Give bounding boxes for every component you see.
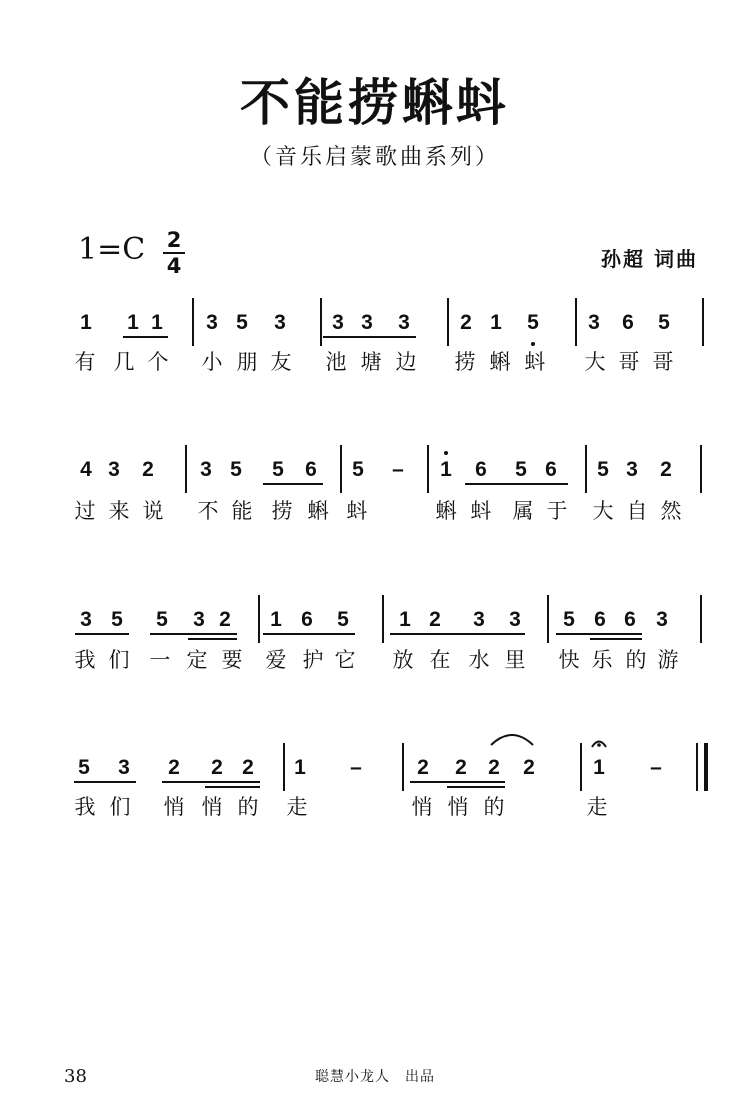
lyric-char: 蚪: [470, 499, 492, 523]
lyric-char: 护: [302, 648, 324, 672]
barline: [575, 298, 577, 346]
note: 1: [80, 311, 92, 334]
barline: [402, 743, 404, 791]
note: 2: [242, 756, 254, 779]
barline: [340, 445, 342, 493]
note: 5: [563, 608, 575, 631]
lyric-char: 小: [201, 350, 223, 374]
barline: [185, 445, 187, 493]
note: 3: [118, 756, 130, 779]
note: 6: [624, 608, 636, 631]
lyric-char: 蚪: [346, 499, 368, 523]
time-numerator: 2: [166, 228, 182, 252]
fermata-icon: [590, 737, 608, 749]
barline: [447, 298, 449, 346]
tie-slur: [488, 728, 536, 748]
lyric-char: 说: [142, 499, 164, 523]
note: 6: [305, 458, 317, 481]
note: 2: [417, 756, 429, 779]
beam-underline: [390, 633, 525, 635]
barline: [580, 743, 582, 791]
lyric-char: 我: [74, 648, 96, 672]
note: 4: [80, 458, 92, 481]
lyric-char: 哥: [652, 350, 674, 374]
barline: [702, 298, 704, 346]
note: 1: [440, 458, 452, 481]
barline: [192, 298, 194, 346]
note: 1: [127, 311, 139, 334]
note: 1: [151, 311, 163, 334]
note: 5: [515, 458, 527, 481]
lyric-char: 哥: [618, 350, 640, 374]
beam-underline: [162, 781, 260, 783]
lyric-char: 悄: [447, 795, 469, 819]
lyric-char: 快: [558, 648, 580, 672]
note: 5: [352, 458, 364, 481]
note: 6: [622, 311, 634, 334]
note: 3: [509, 608, 521, 631]
note: 2: [455, 756, 467, 779]
lyric-char: 不: [197, 499, 219, 523]
barline: [320, 298, 322, 346]
song-subtitle: （音乐启蒙歌曲系列）: [249, 145, 500, 170]
lyric-char: 蝌: [307, 499, 329, 523]
barline: [700, 595, 702, 643]
lyric-char: 边: [395, 350, 417, 374]
beam-underline: [447, 786, 505, 788]
beam-underline: [410, 781, 505, 783]
note: 1: [490, 311, 502, 334]
sustain-dash: –: [350, 756, 362, 779]
lyric-char: 悄: [201, 795, 223, 819]
lyric-char: 水: [468, 648, 490, 672]
lyric-char: 大: [592, 499, 614, 523]
note: 2: [523, 756, 535, 779]
lyric-char: 的: [237, 795, 259, 819]
lyric-char: 在: [429, 648, 451, 672]
barline: [427, 445, 429, 493]
lyric-char: 塘: [360, 350, 382, 374]
lyric-char: 友: [270, 350, 292, 374]
lyric-char: 过: [74, 499, 96, 523]
note: 5: [78, 756, 90, 779]
note: 1: [294, 756, 306, 779]
lyric-char: 捞: [454, 350, 476, 374]
lyric-char: 有: [74, 350, 96, 374]
lyric-char: 爱: [265, 648, 287, 672]
lyric-char: 来: [108, 499, 130, 523]
lyric-char: 一: [149, 648, 171, 672]
note: 5: [597, 458, 609, 481]
note: 3: [473, 608, 485, 631]
lyric-char: 们: [108, 648, 130, 672]
lyric-char: 它: [334, 648, 356, 672]
octave-dot: [531, 342, 535, 346]
note: 3: [361, 311, 373, 334]
publisher: 聪慧小龙人 出品: [315, 1069, 435, 1085]
lyric-char: 于: [546, 499, 568, 523]
lyric-char: 们: [109, 795, 131, 819]
note: 3: [588, 311, 600, 334]
beam-underline: [263, 483, 323, 485]
barline: [382, 595, 384, 643]
note: 5: [272, 458, 284, 481]
note: 3: [80, 608, 92, 631]
lyric-char: 乐: [591, 648, 613, 672]
barline: [258, 595, 260, 643]
note: 3: [626, 458, 638, 481]
final-barline-thin: [696, 743, 698, 791]
note: 1: [270, 608, 282, 631]
note: 6: [301, 608, 313, 631]
beam-underline: [323, 336, 416, 338]
lyric-char: 的: [483, 795, 505, 819]
lyric-char: 大: [584, 350, 606, 374]
beam-underline: [75, 633, 129, 635]
note: 1: [593, 756, 605, 779]
octave-dot: [444, 451, 448, 455]
lyric-char: 里: [504, 648, 526, 672]
note: 2: [660, 458, 672, 481]
lyric-char: 几: [113, 350, 135, 374]
beam-underline: [465, 483, 568, 485]
note: 6: [545, 458, 557, 481]
note: 5: [156, 608, 168, 631]
note: 3: [656, 608, 668, 631]
lyric-char: 能: [231, 499, 253, 523]
beam-underline: [123, 336, 168, 338]
beam-underline: [74, 781, 136, 783]
note: 5: [527, 311, 539, 334]
lyric-char: 蝌: [435, 499, 457, 523]
note: 3: [398, 311, 410, 334]
lyric-char: 定: [186, 648, 208, 672]
lyric-char: 要: [221, 648, 243, 672]
time-denominator: 4: [166, 254, 182, 279]
note: 5: [236, 311, 248, 334]
beam-underline: [556, 633, 642, 635]
page-number: 38: [64, 1066, 87, 1087]
barline: [700, 445, 702, 493]
barline: [547, 595, 549, 643]
lyric-char: 个: [147, 350, 169, 374]
time-signature: [163, 229, 185, 277]
note: 5: [658, 311, 670, 334]
song-title: 不能捞蝌蚪: [240, 74, 510, 132]
beam-underline: [263, 633, 355, 635]
note: 5: [337, 608, 349, 631]
beam-underline: [188, 638, 237, 640]
beam-underline: [205, 786, 260, 788]
beam-underline: [590, 638, 642, 640]
barline: [283, 743, 285, 791]
beam-underline: [150, 633, 237, 635]
final-barline-thick: [704, 743, 708, 791]
lyric-char: 自: [626, 499, 648, 523]
note: 1: [399, 608, 411, 631]
lyric-char: 悄: [411, 795, 433, 819]
lyric-char: 然: [660, 499, 682, 523]
author-credit: 孙超 词曲: [601, 247, 698, 271]
sustain-dash: –: [650, 756, 662, 779]
lyric-char: 放: [392, 648, 414, 672]
lyric-char: 悄: [163, 795, 185, 819]
lyric-char: 朋: [236, 350, 258, 374]
lyric-char: 蝌: [489, 350, 511, 374]
lyric-char: 我: [74, 795, 96, 819]
note: 2: [460, 311, 472, 334]
note: 2: [168, 756, 180, 779]
barline: [585, 445, 587, 493]
lyric-char: 捞: [271, 499, 293, 523]
note: 3: [108, 458, 120, 481]
sustain-dash: –: [392, 458, 404, 481]
lyric-char: 走: [586, 795, 608, 819]
note: 6: [475, 458, 487, 481]
note: 2: [429, 608, 441, 631]
note: 2: [488, 756, 500, 779]
note: 3: [193, 608, 205, 631]
note: 3: [274, 311, 286, 334]
note: 2: [211, 756, 223, 779]
note: 3: [332, 311, 344, 334]
key-signature: 1=C: [78, 232, 146, 267]
lyric-char: 游: [657, 648, 679, 672]
note: 5: [230, 458, 242, 481]
lyric-char: 蚪: [524, 350, 546, 374]
note: 3: [206, 311, 218, 334]
note: 3: [200, 458, 212, 481]
lyric-char: 走: [286, 795, 308, 819]
note: 5: [111, 608, 123, 631]
lyric-char: 的: [625, 648, 647, 672]
lyric-char: 池: [325, 350, 347, 374]
note: 2: [142, 458, 154, 481]
note: 6: [594, 608, 606, 631]
lyric-char: 属: [512, 499, 534, 523]
note: 2: [219, 608, 231, 631]
